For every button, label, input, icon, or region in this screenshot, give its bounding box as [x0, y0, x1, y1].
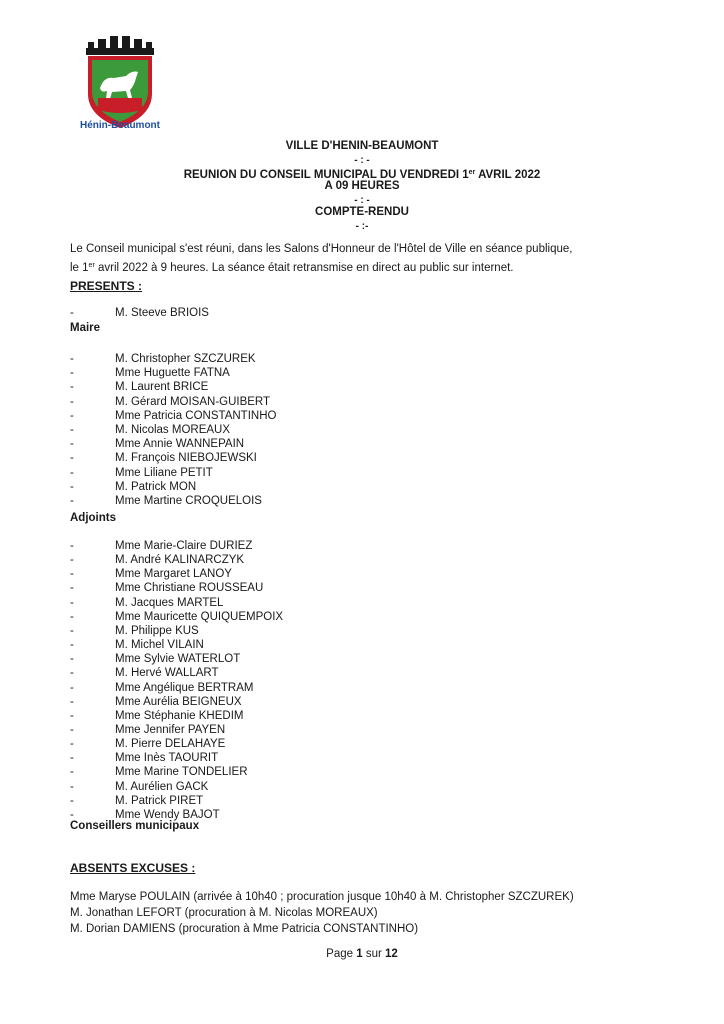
- member-row: [70, 410, 490, 424]
- list-bullet: -: [70, 610, 74, 623]
- member-row: [70, 724, 490, 738]
- list-bullet: -: [70, 596, 74, 609]
- list-bullet: -: [70, 495, 74, 507]
- list-bullet: -: [70, 554, 74, 567]
- list-bullet: -: [70, 667, 74, 680]
- member-name: M. Patrick MON: [115, 480, 197, 493]
- intro-line: le 1er avril 2022 à 9 heures. La séance était retransmise en direct au public sur internet.: [70, 261, 514, 274]
- member-row: [70, 710, 490, 724]
- meeting-time: A 09 HEURES: [324, 180, 400, 192]
- member-name: Mme Huguette FATNA: [115, 367, 230, 380]
- member-row: [70, 367, 490, 381]
- member-row: [70, 467, 490, 481]
- list-bullet: -: [70, 540, 74, 552]
- list-bullet: -: [70, 568, 74, 581]
- member-name: M. Patrick PIRET: [115, 794, 204, 807]
- group-title-maire: Maire: [70, 322, 101, 334]
- list-bullet: -: [70, 353, 74, 365]
- list-bullet: -: [70, 808, 74, 821]
- list-bullet: -: [70, 367, 74, 380]
- absent-entry: Mme Maryse POULAIN (arrivée à 10h40 ; procuration jusque 10h40 à M. Christopher SZCZUREK): [70, 891, 574, 903]
- member-row: [70, 738, 490, 752]
- report-title: COMPTE-RENDU: [315, 206, 409, 218]
- member-name: Mme Stéphanie KHEDIM: [115, 709, 244, 722]
- list-bullet: -: [70, 794, 74, 807]
- member-name: Mme Patricia CONSTANTINHO: [115, 409, 277, 422]
- member-name: Mme Angélique BERTRAM: [115, 681, 254, 694]
- member-name: M. François NIEBOJEWSKI: [115, 452, 257, 465]
- member-name: Mme Sylvie WATERLOT: [115, 653, 241, 666]
- member-row: [70, 611, 490, 625]
- member-row: [70, 353, 490, 367]
- member-row: [70, 667, 490, 681]
- list-bullet: -: [70, 452, 74, 465]
- member-name: Mme Marie-Claire DURIEZ: [115, 540, 253, 552]
- member-row: [70, 554, 490, 568]
- member-row: [70, 625, 490, 639]
- intro-paragraph: [70, 242, 660, 276]
- group-title-adjoints: Adjoints: [70, 512, 116, 524]
- member-name: Mme Aurélia BEIGNEUX: [115, 695, 242, 708]
- list-bullet: -: [70, 409, 74, 422]
- member-row: [70, 540, 490, 554]
- member-row: [70, 766, 490, 780]
- list-bullet: -: [70, 752, 74, 765]
- city-title: VILLE D'HENIN-BEAUMONT: [285, 140, 439, 152]
- member-row: [70, 795, 490, 809]
- member-name: Mme Inès TAOURIT: [115, 752, 219, 765]
- absents-heading: ABSENTS EXCUSES :: [70, 861, 196, 875]
- member-row: [70, 424, 490, 438]
- member-row: [70, 381, 490, 395]
- list-bullet: -: [70, 624, 74, 637]
- list-bullet: -: [70, 395, 74, 408]
- member-row: [70, 696, 490, 710]
- list-bullet: -: [70, 639, 74, 652]
- member-row: [70, 396, 490, 410]
- list-bullet: -: [70, 738, 74, 751]
- member-name: M. Michel VILAIN: [115, 639, 204, 652]
- intro-line: Le Conseil municipal s'est réuni, dans les Salons d'Honneur de l'Hôtel de Ville en séance publique,: [70, 243, 573, 255]
- separator: - : -: [354, 195, 370, 206]
- member-name: M. Hervé WALLART: [115, 667, 219, 680]
- member-row: [70, 495, 490, 509]
- member-name: Mme Margaret LANOY: [115, 568, 232, 581]
- list-bullet: -: [70, 438, 74, 451]
- member-name: M. Pierre DELAHAYE: [115, 738, 226, 751]
- member-name: Mme Martine CROQUELOIS: [115, 495, 262, 507]
- member-row: [70, 452, 490, 466]
- member-name: Mme Wendy BAJOT: [115, 808, 220, 821]
- member-row: [70, 568, 490, 582]
- absent-entry: M. Dorian DAMIENS (procuration à Mme Patricia CONSTANTINHO): [70, 923, 419, 935]
- member-name: Mme Liliane PETIT: [115, 466, 213, 479]
- separator: - :-: [355, 221, 369, 232]
- list-bullet: -: [70, 695, 74, 708]
- member-row: [70, 781, 490, 795]
- member-row: [70, 597, 490, 611]
- group-title-conseillers: Conseillers municipaux: [70, 820, 200, 832]
- member-name: Mme Christiane ROUSSEAU: [115, 582, 264, 595]
- member-name: Mme Annie WANNEPAIN: [115, 438, 245, 451]
- list-bullet: -: [70, 307, 74, 319]
- separator: - : -: [354, 155, 370, 166]
- list-bullet: -: [70, 424, 74, 436]
- list-bullet: -: [70, 709, 74, 722]
- member-row: [70, 582, 490, 596]
- page-footer: Page 1 sur 12: [326, 948, 398, 960]
- list-bullet: -: [70, 582, 74, 595]
- member-row: [70, 752, 490, 766]
- member-row: [70, 481, 490, 495]
- list-bullet: -: [70, 466, 74, 479]
- member-name: M. Jacques MARTEL: [115, 596, 224, 609]
- member-name: Mme Marine TONDELIER: [115, 766, 248, 779]
- member-name: Mme Jennifer PAYEN: [115, 723, 226, 736]
- list-bullet: -: [70, 681, 74, 694]
- member-name: M. Aurélien GACK: [115, 780, 209, 793]
- member-row: [70, 307, 490, 321]
- list-bullet: -: [70, 780, 74, 793]
- presents-heading: PRESENTS :: [70, 279, 143, 293]
- member-row: [70, 682, 490, 696]
- absent-entry: M. Jonathan LEFORT (procuration à M. Nicolas MOREAUX): [70, 907, 378, 919]
- member-name: M. Christopher SZCZUREK: [115, 353, 256, 365]
- member-name: M. Laurent BRICE: [115, 381, 209, 394]
- member-row: [70, 639, 490, 653]
- member-name: M. André KALINARCZYK: [115, 554, 245, 567]
- member-name: M. Gérard MOISAN-GUIBERT: [115, 395, 271, 408]
- member-name: M. Steeve BRIOIS: [115, 307, 209, 319]
- list-bullet: -: [70, 381, 74, 394]
- list-bullet: -: [70, 480, 74, 493]
- member-row: [70, 438, 490, 452]
- list-bullet: -: [70, 653, 74, 666]
- meeting-title: REUNION DU CONSEIL MUNICIPAL DU VENDREDI 1er AVRIL 2022: [183, 169, 541, 181]
- town-logo-name: Hénin-Beaumont: [80, 120, 160, 131]
- member-name: Mme Mauricette QUIQUEMPOIX: [115, 610, 284, 623]
- member-name: M. Philippe KUS: [115, 624, 199, 637]
- member-row: [70, 653, 490, 667]
- member-name: M. Nicolas MOREAUX: [115, 424, 231, 436]
- list-bullet: -: [70, 723, 74, 736]
- list-bullet: -: [70, 766, 74, 779]
